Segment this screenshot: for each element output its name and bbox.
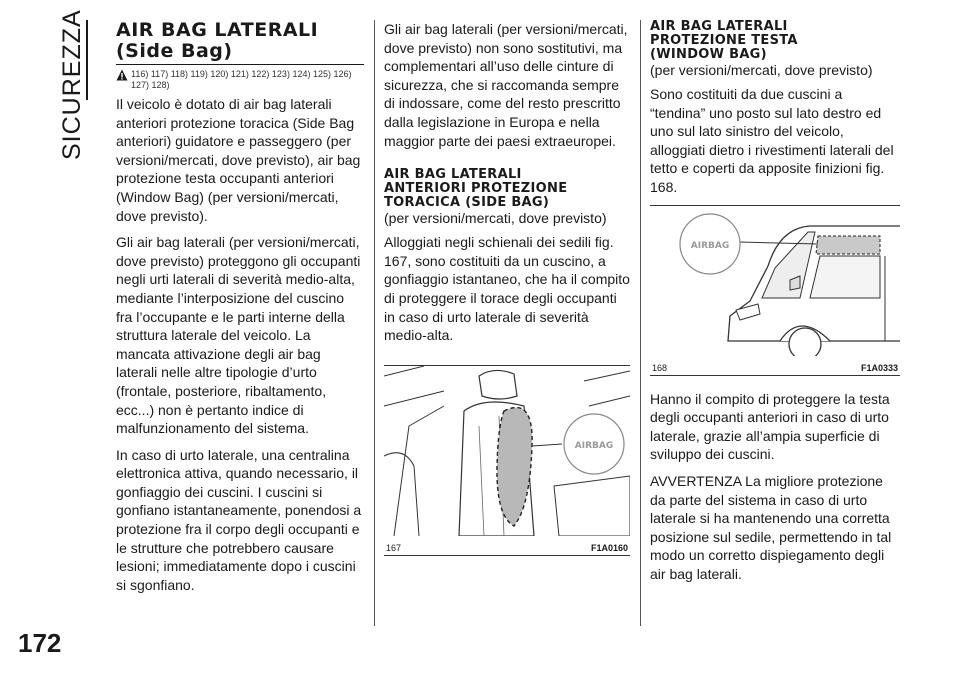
figure-number: 167 <box>386 542 402 553</box>
section-heading: AIR BAG LATERALI PROTEZIONE TESTA (WINDOW BAG) <box>650 19 798 62</box>
paragraph: Sono costituiti da due cuscini a “tendina” uno posto sul lato destro ed uno sul lato sinistro del veicolo, alloggiati dietro i rivestimenti laterali del tetto e coperti da apposite finizioni fig. 168. <box>650 86 894 195</box>
seat-side-airbag-illustration <box>384 366 630 536</box>
column-divider <box>374 20 375 626</box>
figure-167 <box>384 365 630 556</box>
section-tab-label: SICUREZZA <box>58 9 86 160</box>
figure-caption <box>384 541 630 555</box>
airbag-badge-label: AIRBAG <box>574 440 614 451</box>
paragraph: Hanno il compito di proteggere la testa degli occupanti anteriori in caso di urto laterale, grazie all’ampia superficie di sviluppo dei cuscini. <box>650 390 890 463</box>
page-number: 172 <box>18 628 62 658</box>
section-title: AIR BAG LATERALI (Side Bag) <box>116 19 319 62</box>
paragraph: Alloggiati negli schienali dei sedili fig. 167, sono costituiti da un cuscino, a gonfiaggio istantaneo, che ha il compito di proteggere il torace degli occupanti in caso di urto laterale di severità medio-alta. <box>384 234 630 344</box>
warning-references: 116) 117) 118) 119) 120) 121) 122) 123) 124) 125) 126) 127) 128) <box>116 69 364 91</box>
warning-triangle-icon <box>116 69 128 81</box>
title-rule <box>116 64 364 65</box>
figure-number: 168 <box>652 362 668 373</box>
heading-subtitle: (per versioni/mercati, dove previsto) <box>384 210 607 227</box>
section-heading: AIR BAG LATERALI ANTERIORI PROTEZIONE TORACICA (SIDE BAG) <box>384 167 568 211</box>
figure-caption <box>650 361 900 375</box>
column-1 <box>116 20 364 602</box>
column-3 <box>650 20 900 592</box>
heading-subtitle: (per versioni/mercati, dove previsto) <box>650 62 873 78</box>
paragraph: Gli air bag laterali (per versioni/mercati, dove previsto) proteggono gli occupanti negli urti laterali di severità medio-alta, mediante l’interposizione del cuscino fra l’occupante e le parti interne della struttura laterale del veicolo. La mancata attivazione degli air bag laterali nelle altre tipologie d’urto (frontale, posteriore, ribaltamento, ecc...) non è pertanto indice di malfunzionamento del sistema. <box>116 234 361 437</box>
figure-168 <box>650 205 900 376</box>
column-2 <box>384 20 630 564</box>
figure-code: F1A0160 <box>590 542 628 553</box>
paragraph: Il veicolo è dotato di air bag laterali anteriori protezione toracica (Side Bag anteriori) guidatore e passeggero (per versioni/mercati, dove previsto), air bag protezione testa occupanti anteriori (Window Bag) (per versioni/mercati, dove previsto). <box>116 96 361 224</box>
paragraph: In caso di urto laterale, una centralina elettronica attiva, quando necessario, il gonfiaggio dei cuscini. I cuscini si gonfiano istantaneamente, ponendosi a protezione fra il corpo degli occupanti e le strutture che potrebbero causare lesioni; immediatamente dopo i cuscini si sgonfiano. <box>116 446 362 593</box>
airbag-badge-label: AIRBAG <box>690 240 730 251</box>
van-window-airbag-illustration <box>650 206 900 356</box>
paragraph: AVVERTENZA La migliore protezione da parte del sistema in caso di urto laterale si ha mantenendo una corretta posizione sul sedile, permettendo in tal modo un corretto dispiegamento degli air bag laterali. <box>650 472 892 582</box>
column-divider <box>640 20 641 626</box>
paragraph: Gli air bag laterali (per versioni/mercati, dove previsto) non sono sostitutivi, ma complementari all’uso delle cinture di sicurezza, che si raccomanda sempre di indossare, come del resto prescritto dalla legislazione in Europa e nella maggior parte dei paesi extraeuropei. <box>384 21 628 149</box>
figure-code: F1A0333 <box>860 362 898 373</box>
